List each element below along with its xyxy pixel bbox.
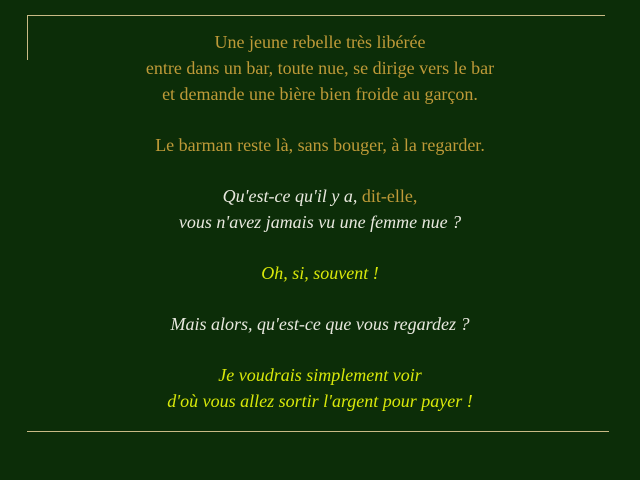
narration-line: Le barman reste là, sans bouger, à la regarder.	[155, 135, 485, 155]
woman-question-line-2: vous n'avez jamais vu une femme nue ?	[178, 212, 462, 232]
intro-line-3: et demande une bière bien froide au garçon.	[162, 84, 478, 104]
barman-reply-line: Oh, si, souvent !	[261, 263, 379, 283]
joke-text	[0, 29, 640, 439]
intro-paragraph	[0, 29, 640, 107]
woman-question-line-1	[0, 183, 640, 209]
woman-question-paragraph	[0, 183, 640, 235]
woman-retort-line: Mais alors, qu'est-ce que vous regardez ?	[170, 314, 470, 334]
question-attribution: dit-elle,	[361, 186, 418, 206]
punchline-line-2: d'où vous allez sortir l'argent pour payer !	[167, 391, 473, 411]
barman-reply-paragraph	[0, 260, 640, 286]
narration-paragraph	[0, 132, 640, 158]
woman-question-text: Qu'est-ce qu'il y a,	[222, 186, 358, 206]
woman-retort-paragraph	[0, 311, 640, 337]
intro-line-1: Une jeune rebelle très libérée	[214, 32, 426, 52]
punchline-line-1: Je voudrais simplement voir	[218, 365, 422, 385]
punchline-paragraph	[0, 362, 640, 414]
intro-line-2: entre dans un bar, toute nue, se dirige vers le bar	[145, 58, 495, 78]
bottom-rule	[27, 431, 609, 432]
top-border-line	[27, 15, 605, 16]
